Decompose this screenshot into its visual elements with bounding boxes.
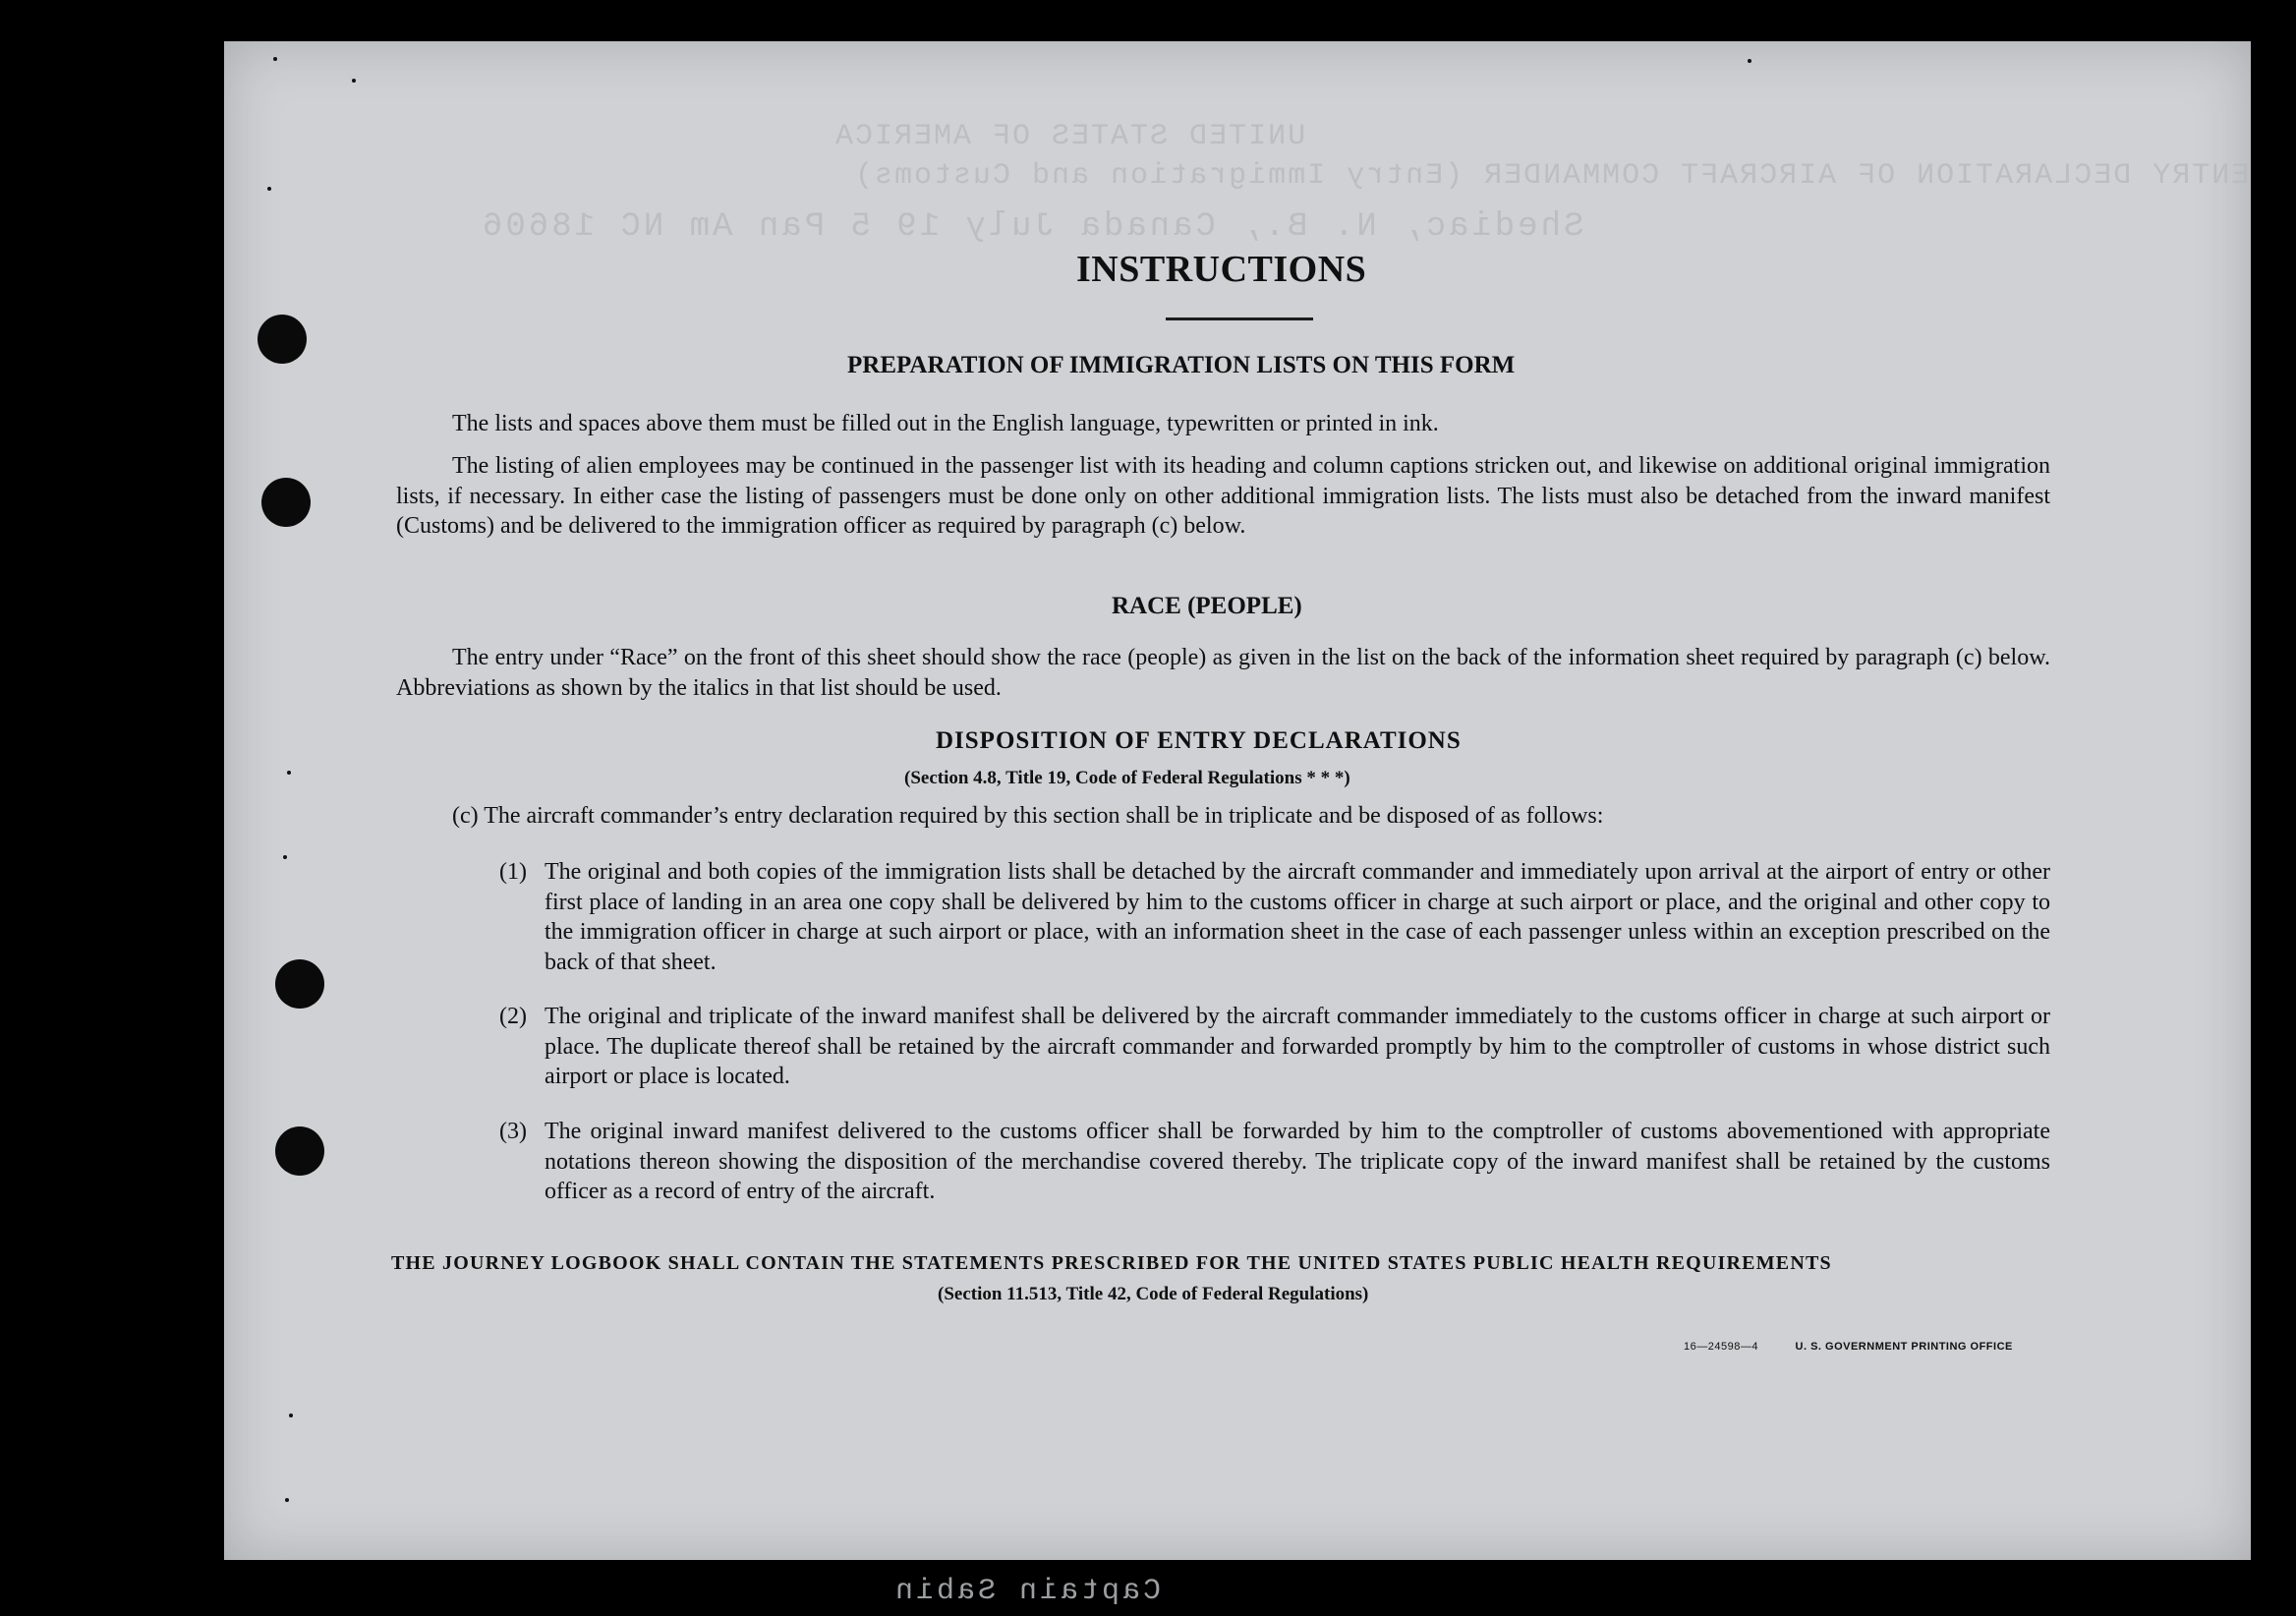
punch-hole-icon bbox=[275, 959, 324, 1009]
speck bbox=[287, 771, 291, 775]
punch-hole-icon bbox=[258, 315, 307, 364]
speck bbox=[267, 187, 271, 191]
intro-label: (c) bbox=[452, 803, 479, 829]
document-page bbox=[224, 41, 2251, 1608]
list-item bbox=[499, 1117, 2050, 1207]
speck bbox=[1748, 59, 1751, 63]
form-footer bbox=[1684, 1341, 2013, 1353]
bleed-through-line: ENTRY DECLARATION OF AIRCRAFT COMMANDER (Entry Immigration and Customs) bbox=[853, 159, 2250, 193]
regulation-citation: (Section 11.513, Title 42, Code of Federal Regulations) bbox=[938, 1284, 1369, 1304]
list-item-number: (2) bbox=[499, 1004, 527, 1029]
section-heading-preparation: PREPARATION OF IMMIGRATION LISTS ON THIS FORM bbox=[847, 352, 1516, 378]
printer-credit: U. S. GOVERNMENT PRINTING OFFICE bbox=[1795, 1341, 2013, 1353]
bleed-through-line: Shediac, N. B., Canada July 19 5 Pan Am NC 18606 bbox=[480, 208, 1584, 246]
section-heading-disposition: DISPOSITION OF ENTRY DECLARATIONS bbox=[936, 727, 1462, 754]
punch-hole-icon bbox=[275, 1126, 324, 1176]
list-item-text: The original and triplicate of the inward manifest shall be delivered by the aircraft commander immediately to the customs officer in charge at such airport or place. The duplicate thereof shall be retained by the aircraft commander and forwarded promptly by him to the comptroller of customs in whose district such airport or place is located. bbox=[545, 1004, 2050, 1089]
paragraph: The listing of alien employees may be continued in the passenger list with its heading and column captions stricken out, and likewise on additional original immigration lists, if necessary. In either case the listing of passengers must be done only on other additional immigration lists. The lists must also be detached from the inward manifest (Customs) and be delivered to the immigration officer as required by paragraph (c) below. bbox=[396, 453, 2050, 539]
speck bbox=[273, 57, 277, 61]
disposition-intro bbox=[452, 803, 1603, 830]
paragraph: The entry under “Race” on the front of this sheet should show the race (people) as given in the list on the back of the information sheet required by paragraph (c) below. Abbreviations as shown by the italics in that list should be used. bbox=[396, 645, 2050, 701]
bleed-through-line: UNITED STATES OF AMERICA bbox=[833, 120, 1306, 153]
speck bbox=[285, 1498, 289, 1502]
list-item bbox=[499, 1002, 2050, 1092]
form-code: 16—24598—4 bbox=[1684, 1341, 1758, 1353]
paragraph: The lists and spaces above them must be filled out in the English language, typewritten or printed in ink. bbox=[452, 411, 1439, 436]
punch-hole-icon bbox=[261, 478, 311, 527]
regulation-citation: (Section 4.8, Title 19, Code of Federal Regulations * * *) bbox=[904, 768, 1350, 788]
list-item-number: (1) bbox=[499, 859, 527, 885]
speck bbox=[352, 79, 356, 83]
list-item-text: The original inward manifest delivered to the customs officer shall be forwarded by him to the comptroller of customs abovementioned with appropriate notations thereon showing the disposition of the merchandise covered thereby. The triplicate copy of the inward manifest shall be retained by the customs officer as a record of entry of the aircraft. bbox=[545, 1119, 2050, 1204]
title-underline bbox=[1166, 317, 1313, 320]
list-item-text: The original and both copies of the immigration lists shall be detached by the aircraft commander and immediately upon arrival at the airport of entry or other first place of landing in an area one copy shall be delivered by him to the customs officer in charge at such airport or place, and the original and other copy to the immigration officer in charge at such airport or place, with an information sheet in the case of each passenger unless within an exception prescribed on the back of that sheet. bbox=[545, 859, 2050, 975]
list-item bbox=[499, 857, 2050, 977]
bleed-through-line: Captain Sabin bbox=[892, 1575, 1162, 1608]
speck bbox=[289, 1414, 293, 1417]
list-item-number: (3) bbox=[499, 1119, 527, 1144]
section-heading-race: RACE (PEOPLE) bbox=[1112, 593, 1302, 619]
intro-text: The aircraft commander’s entry declaration required by this section shall be in triplicate and be disposed of as follows: bbox=[484, 803, 1604, 829]
speck bbox=[283, 855, 287, 859]
page-title: INSTRUCTIONS bbox=[1076, 249, 1367, 290]
section-heading-health: THE JOURNEY LOGBOOK SHALL CONTAIN THE STATEMENTS PRESCRIBED FOR THE UNITED STATES PUBLIC HEALTH REQUIREMENTS bbox=[391, 1252, 1832, 1274]
